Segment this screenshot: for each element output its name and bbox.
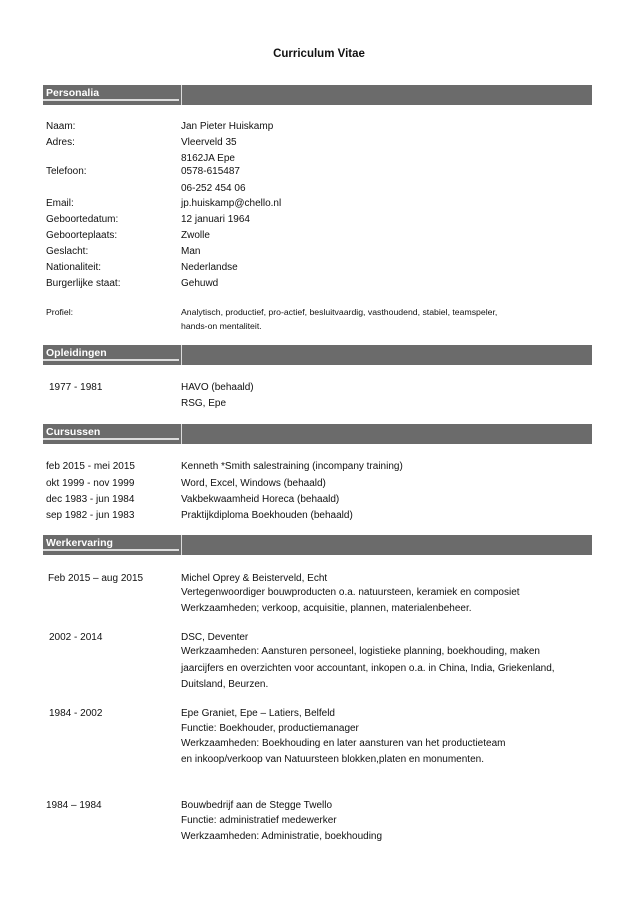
value-telefoon-2: 06-252 454 06 <box>181 183 246 194</box>
value-geboortedatum: 12 januari 1964 <box>181 214 250 225</box>
label-naam: Naam: <box>46 121 76 132</box>
value-profiel-line1: Analytisch, productief, pro-actief, besluitvaardig, vasthoudend, stabiel, teamspeler, <box>181 307 498 317</box>
opleiding-line1: HAVO (behaald) <box>181 382 254 393</box>
label-geslacht: Geslacht: <box>46 246 89 257</box>
label-telefoon: Telefoon: <box>46 166 87 177</box>
werk-line: Werkzaamheden: Administratie, boekhouding <box>181 831 383 842</box>
label-burgerlijke-staat: Burgerlijke staat: <box>46 278 121 289</box>
werk-period: 2002 - 2014 <box>49 632 103 643</box>
werk-line: Werkzaamheden: Aansturen personeel, logistieke planning, boekhouding, maken <box>181 646 540 657</box>
cursus-text: Kenneth *Smith salestraining (incompany training) <box>181 461 403 472</box>
werk-line: Functie: Boekhouder, productiemanager <box>181 723 359 734</box>
werk-line: jaarcijfers en overzichten voor accountant, inkopen o.a. in China, India, Griekenland, <box>181 663 555 674</box>
value-geboorteplaats: Zwolle <box>181 230 210 241</box>
werk-line: Functie: administratief medewerker <box>181 815 337 826</box>
label-geboortedatum: Geboortedatum: <box>46 214 119 225</box>
divider <box>181 85 182 105</box>
divider <box>181 424 182 444</box>
cursus-text: Praktijkdiploma Boekhouden (behaald) <box>181 510 353 521</box>
value-nationaliteit: Nederlandse <box>181 262 238 273</box>
divider <box>181 345 182 365</box>
werk-line: Werkzaamheden; verkoop, acquisitie, plannen, materialenbeheer. <box>181 603 472 614</box>
section-title: Opleidingen <box>43 345 179 361</box>
value-adres-line2: 8162JA Epe <box>181 153 235 164</box>
value-naam: Jan Pieter Huiskamp <box>181 121 274 132</box>
section-header-opleidingen <box>43 345 592 365</box>
section-header-cursussen <box>43 424 592 444</box>
label-nationaliteit: Nationaliteit: <box>46 262 102 273</box>
werk-line: Michel Oprey & Beisterveld, Echt <box>181 573 328 584</box>
werk-line: Vertegenwoordiger bouwproducten o.a. natuursteen, keramiek en composiet <box>181 587 520 598</box>
divider <box>181 535 182 555</box>
value-adres-line1: Vleerveld 35 <box>181 137 237 148</box>
value-telefoon-1: 0578-615487 <box>181 166 240 177</box>
document-title: Curriculum Vitae <box>273 48 365 60</box>
value-email: jp.huiskamp@chello.nl <box>181 198 282 209</box>
opleiding-line2: RSG, Epe <box>181 398 227 409</box>
section-title: Werkervaring <box>43 535 179 551</box>
section-title: Cursussen <box>43 424 179 440</box>
werk-line: en inkoop/verkoop van Natuursteen blokken,platen en monumenten. <box>181 754 484 765</box>
cursus-text: Vakbekwaamheid Horeca (behaald) <box>181 494 340 505</box>
cursus-period: sep 1982 - jun 1983 <box>46 510 135 521</box>
value-profiel-line2: hands-on mentaliteit. <box>181 321 262 331</box>
label-email: Email: <box>46 198 74 209</box>
werk-line: Werkzaamheden: Boekhouding en later aansturen van het productieteam <box>181 738 506 749</box>
opleiding-period: 1977 - 1981 <box>49 382 103 393</box>
cursus-period: dec 1983 - jun 1984 <box>46 494 135 505</box>
section-title: Personalia <box>43 85 179 101</box>
label-adres: Adres: <box>46 137 75 148</box>
werk-period: Feb 2015 – aug 2015 <box>48 573 144 584</box>
value-burgerlijke-staat: Gehuwd <box>181 278 219 289</box>
section-header-personalia <box>43 85 592 105</box>
value-geslacht: Man <box>181 246 201 257</box>
cursus-text: Word, Excel, Windows (behaald) <box>181 478 326 489</box>
werk-period: 1984 - 2002 <box>49 708 103 719</box>
cursus-period: okt 1999 - nov 1999 <box>46 478 135 489</box>
werk-line: Epe Graniet, Epe – Latiers, Belfeld <box>181 708 335 719</box>
label-profiel: Profiel: <box>46 307 74 317</box>
cursus-period: feb 2015 - mei 2015 <box>46 461 135 472</box>
werk-period: 1984 – 1984 <box>46 800 102 811</box>
werk-line: Bouwbedrijf aan de Stegge Twello <box>181 800 333 811</box>
werk-line: DSC, Deventer <box>181 632 249 643</box>
label-geboorteplaats: Geboorteplaats: <box>46 230 118 241</box>
werk-line: Duitsland, Beurzen. <box>181 679 269 690</box>
section-header-werkervaring <box>43 535 592 555</box>
